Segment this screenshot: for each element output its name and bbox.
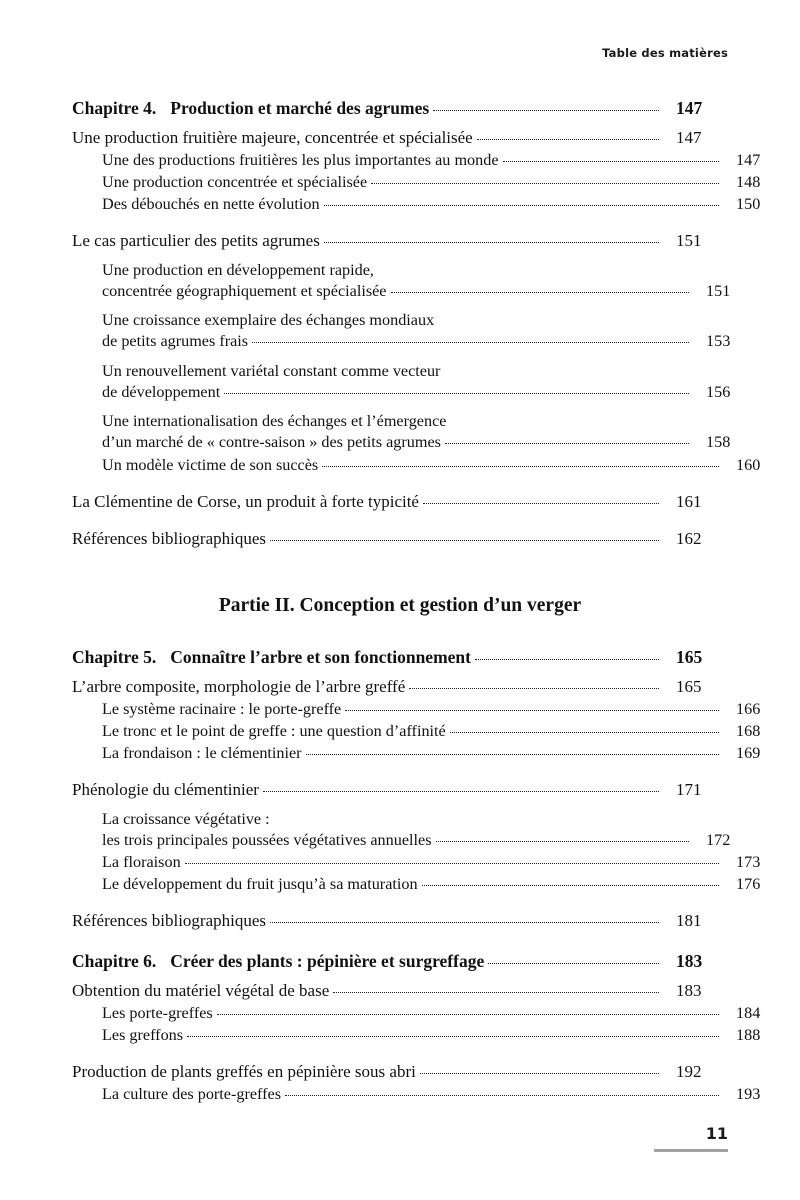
dot-leader <box>306 754 719 755</box>
toc-chapter-entry[interactable] <box>72 951 728 972</box>
subsection-title-line-1: Une internationalisation des échanges et l’émergence <box>102 412 447 431</box>
toc-subsection-entry[interactable] <box>72 1026 761 1045</box>
subsection-title: Un modèle victime de son succès <box>102 455 319 474</box>
toc-section-entry[interactable] <box>72 529 728 549</box>
toc-subsection-entry[interactable] <box>72 310 731 351</box>
page-number: 188 <box>736 1026 761 1045</box>
subsection-title: Une production concentrée et spécialisée <box>102 173 368 191</box>
page-number: 151 <box>676 231 702 250</box>
dot-leader <box>224 393 689 394</box>
toc-subsection-entry[interactable] <box>72 875 761 894</box>
toc-subsection-entry[interactable] <box>72 809 731 850</box>
dot-leader <box>477 139 659 140</box>
page-number: 184 <box>736 1004 761 1023</box>
page-number: 168 <box>736 721 761 740</box>
subsection-title: Les greffons <box>102 1026 184 1045</box>
subsection-title-line-2: d’un marché de « contre-saison » des petits agrumes <box>102 433 441 452</box>
dot-leader <box>285 1095 719 1096</box>
toc-subsection-entry[interactable] <box>72 699 761 719</box>
page-number: 165 <box>676 676 702 696</box>
page-number: 165 <box>676 646 703 667</box>
toc-subsection-entry[interactable] <box>72 1085 761 1104</box>
toc-section-entry[interactable] <box>72 231 728 251</box>
spacer <box>72 931 728 945</box>
dot-leader <box>187 1036 719 1037</box>
section-title: Phénologie du clémentinier <box>72 779 259 799</box>
subsection-title: Les porte-greffes <box>102 1004 213 1023</box>
toc-subsection-entry[interactable] <box>72 361 731 402</box>
toc-subsection-entry[interactable] <box>72 195 761 214</box>
toc-section-entry[interactable] <box>72 128 728 148</box>
subsection-title: Une des productions fruitières les plus importantes au monde <box>102 151 499 169</box>
subsection-title-line-2: de développement <box>102 382 221 401</box>
chapter-number: Chapitre 4. <box>72 98 157 118</box>
page-number: 156 <box>706 382 731 401</box>
toc-subsection-entry[interactable] <box>72 455 761 475</box>
page-number: 173 <box>736 853 761 872</box>
subsection-title: La floraison <box>102 853 181 872</box>
page-number: 153 <box>706 332 731 351</box>
part-title: Partie II. Conception et gestion d’un verger <box>218 594 582 616</box>
subsection-title-line-2: de petits agrumes frais <box>102 332 249 351</box>
dot-leader <box>503 161 719 162</box>
chapter-title: Connaître l’arbre et son fonctionnement <box>170 646 471 667</box>
page-number: 147 <box>736 151 761 169</box>
dot-leader <box>488 963 659 964</box>
dot-leader <box>436 841 689 842</box>
dot-leader <box>433 110 659 111</box>
subsection-title-line-1: La croissance végétative : <box>102 809 270 828</box>
page-number: 151 <box>706 281 731 300</box>
folio-number: 11 <box>705 1124 728 1143</box>
page-number: 169 <box>736 743 761 762</box>
page-number: 150 <box>736 195 761 213</box>
dot-leader <box>409 688 659 689</box>
toc-section-entry[interactable] <box>72 911 728 931</box>
toc-subsection-entry[interactable] <box>72 853 761 872</box>
subsection-title: Le développement du fruit jusqu’à sa maturation <box>102 875 418 894</box>
dot-leader <box>422 885 719 886</box>
page-number: 166 <box>736 699 761 718</box>
dot-leader <box>333 992 659 993</box>
subsection-title-line-1: Un renouvellement variétal constant comme vecteur <box>102 361 441 380</box>
page-number: 171 <box>676 779 702 799</box>
page-number: 176 <box>736 875 761 894</box>
toc-chapter-entry[interactable] <box>72 647 728 668</box>
subsection-title: Le tronc et le point de greffe : une question d’affinité <box>102 721 446 740</box>
dot-leader <box>270 540 659 541</box>
section-title: Références bibliographiques <box>72 528 267 548</box>
page-number: 147 <box>676 128 702 147</box>
dot-leader <box>391 292 690 293</box>
page-number: 181 <box>676 911 702 931</box>
page-number: 147 <box>676 98 703 118</box>
section-title: Références bibliographiques <box>72 911 267 931</box>
subsection-title: La culture des porte-greffes <box>102 1085 282 1104</box>
chapter-title: Production et marché des agrumes <box>170 98 430 118</box>
page-number: 193 <box>736 1085 761 1104</box>
page-number: 183 <box>676 951 703 972</box>
chapter-number: Chapitre 5. <box>72 646 157 667</box>
dot-leader <box>450 732 719 733</box>
folio <box>654 1126 728 1152</box>
subsection-title-line-2: concentrée géographiquement et spécialisée <box>102 281 387 300</box>
dot-leader <box>252 342 689 343</box>
page-number: 192 <box>676 1062 702 1082</box>
chapter-number: Chapitre 6. <box>72 951 157 972</box>
running-head: Table des matières <box>602 46 728 60</box>
table-of-contents <box>72 98 761 1104</box>
toc-subsection-entry[interactable] <box>72 1004 761 1023</box>
section-title: Obtention du matériel végétal de base <box>72 981 330 1001</box>
section-title: Production de plants greffés en pépinière sous abri <box>72 1062 416 1082</box>
toc-subsection-entry[interactable] <box>72 411 731 452</box>
section-title: Le cas particulier des petits agrumes <box>72 231 320 250</box>
subsection-title: Des débouchés en nette évolution <box>102 195 320 213</box>
dot-leader <box>475 659 659 660</box>
dot-leader <box>322 466 719 467</box>
dot-leader <box>263 791 659 792</box>
toc-chapter-entry[interactable] <box>72 98 728 119</box>
folio-rule <box>654 1149 728 1152</box>
toc-section-entry[interactable] <box>72 677 728 697</box>
page-number: 148 <box>736 173 761 191</box>
section-title: La Clémentine de Corse, un produit à forte typicité <box>72 491 419 511</box>
toc-subsection-entry[interactable] <box>72 260 731 301</box>
dot-leader <box>371 183 719 184</box>
chapter-title: Créer des plants : pépinière et surgreffage <box>170 951 485 972</box>
dot-leader <box>445 443 689 444</box>
subsection-title: Le système racinaire : le porte-greffe <box>102 699 342 718</box>
dot-leader <box>324 205 719 206</box>
dot-leader <box>324 242 659 243</box>
subsection-title-line-1: Une production en développement rapide, <box>102 261 374 279</box>
page-number: 183 <box>676 981 702 1001</box>
page-number: 172 <box>706 830 731 849</box>
page-number: 162 <box>676 528 702 548</box>
page-number: 158 <box>706 433 731 452</box>
toc-section-entry[interactable] <box>72 981 728 1001</box>
page-number: 160 <box>736 455 761 474</box>
dot-leader <box>185 863 719 864</box>
dot-leader <box>270 922 659 923</box>
section-title: Une production fruitière majeure, concentrée et spécialisée <box>72 128 473 147</box>
toc-subsection-entry[interactable] <box>72 173 761 192</box>
dot-leader <box>217 1014 719 1015</box>
dot-leader <box>420 1073 659 1074</box>
toc-section-entry[interactable] <box>72 492 728 512</box>
toc-section-entry[interactable] <box>72 780 728 800</box>
page-number: 161 <box>676 491 702 511</box>
dot-leader <box>345 710 719 711</box>
toc-subsection-entry[interactable] <box>72 743 761 763</box>
section-title: L’arbre composite, morphologie de l’arbre greffé <box>72 676 406 696</box>
toc-subsection-entry[interactable] <box>72 151 761 170</box>
subsection-title: La frondaison : le clémentinier <box>102 743 302 762</box>
dot-leader <box>423 503 659 504</box>
subsection-title-line-2: les trois principales poussées végétatives annuelles <box>102 830 432 849</box>
subsection-title-line-1: Une croissance exemplaire des échanges mondiaux <box>102 311 435 330</box>
toc-subsection-entry[interactable] <box>72 721 761 741</box>
toc-section-entry[interactable] <box>72 1062 728 1082</box>
